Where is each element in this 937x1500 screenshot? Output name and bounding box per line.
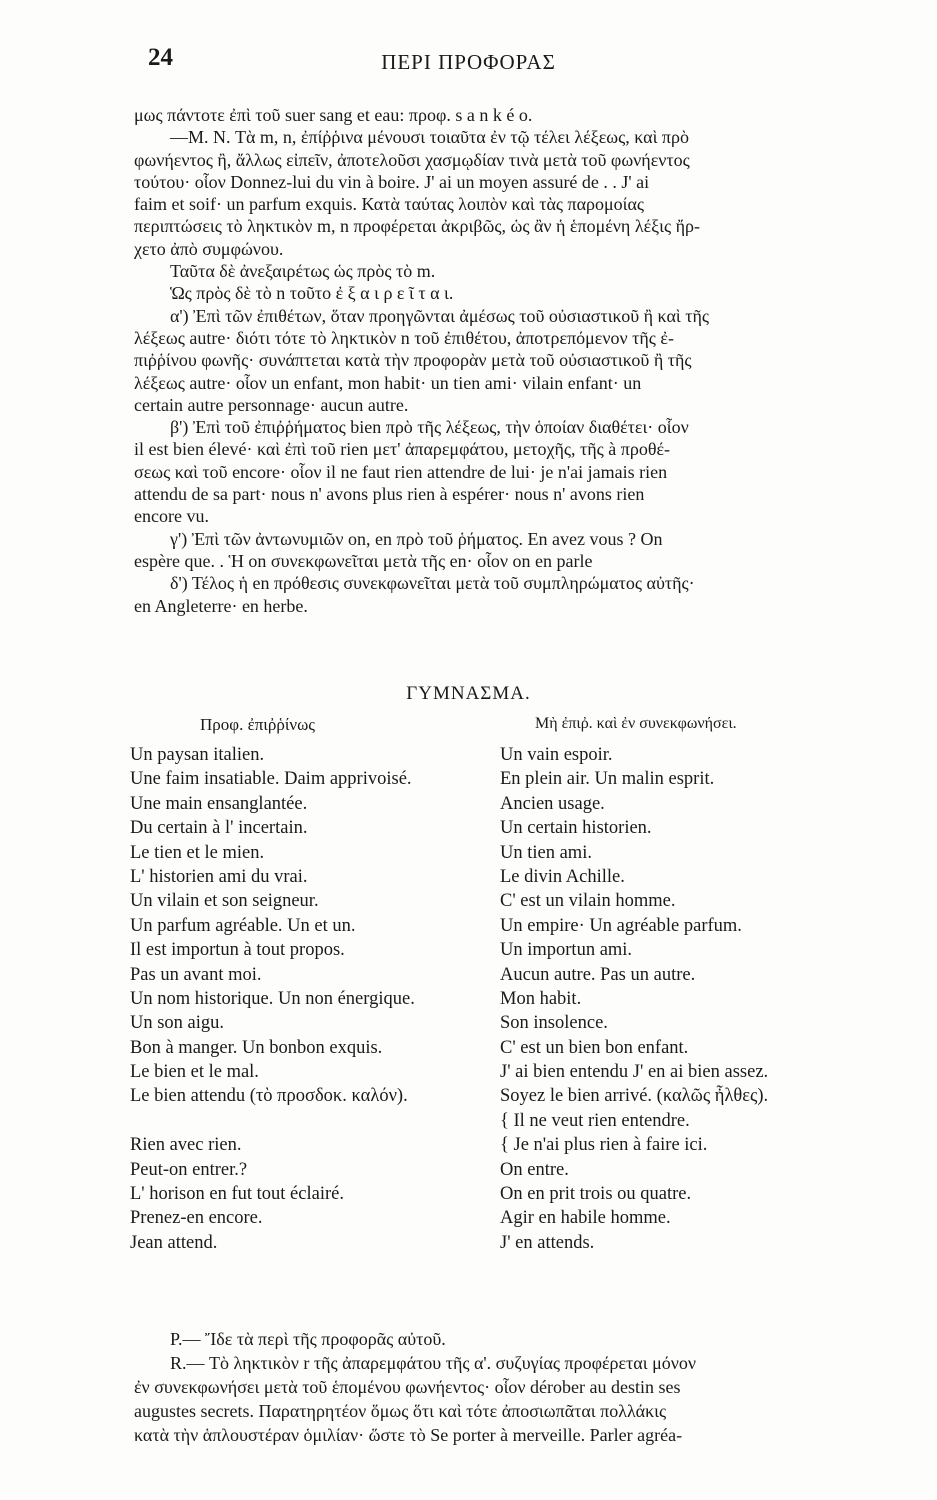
exercise-left-cell: Le tien et le mien. [130,842,265,863]
exercise-row [130,1231,880,1255]
running-title: ΠΕΡΙ ΠΡΟΦΟΡΑΣ [381,50,556,74]
text-line: λέξεως autre· διότι τότε τὸ ληκτικὸν n τοῦ ἐπιθέτου, ἀποτρεπόμενον τῆς ἐ- [134,327,674,348]
exercise-row [130,889,880,913]
text-line: ἐν συνεκφωνήσει μετὰ τοῦ ἑπομένου φωνήεντος· οἷον dérober au destin ses [134,1377,681,1397]
exercise-row [130,865,880,889]
exercise-right-cell: Soyez le bien arrivé. (καλῶς ἦλθες). [500,1086,769,1107]
exercise-row [130,1011,880,1035]
exercise-row [130,1084,880,1108]
exercise-right-cell: Son insolence. [500,1013,608,1034]
exercise-left-cell: Le bien attendu (τὸ προσδοκ. καλόν). [130,1086,408,1107]
exercise-left-cell: L' horison en fut tout éclairé. [130,1184,344,1205]
exercise-right-cell: Agir en habile homme. [500,1208,671,1229]
exercise-right-cell: J' ai bien entendu J' en ai bien assez. [500,1062,769,1083]
exercise-right-cell: { Je n'ai plus rien à faire ici. [500,1135,708,1156]
exercise-heading: ΓΥΜΝΑΣΜΑ. [406,683,531,704]
exercise-left-cell: Une faim insatiable. Daim apprivoisé. [130,769,412,790]
exercise-right-cell: Ancien usage. [500,793,605,814]
text-line: Ταῦτα δὲ ἀνεξαιρέτως ὡς πρὸς τὸ m. [170,261,436,282]
text-line: Ρ.— Ἴδε τὰ περὶ τῆς προφορᾶς αὐτοῦ. [170,1329,446,1349]
text-line: δ') Τέλος ἡ en πρόθεσις συνεκφωνεῖται μετὰ τοῦ συμπληρώματος αὐτῆς· [170,573,695,594]
exercise-row [130,987,880,1011]
exercise-right-cell: Un tien ami. [500,842,592,863]
exercise-table [130,743,880,1255]
exercise-row [130,1060,880,1084]
text-line: κατὰ τὴν ἁπλουστέραν ὁμιλίαν· ὥστε τὸ Se porter à merveille. Parler agréa- [134,1425,683,1445]
text-line: α') Ἐπὶ τῶν ἐπιθέτων, ὅταν προηγῶνται ἀμέσως τοῦ οὐσιαστικοῦ ἢ καὶ τῆς [170,305,709,326]
exercise-right-cell: Le divin Achille. [500,866,625,887]
page-number: 24 [148,44,173,71]
exercise-left-cell: Un paysan italien. [130,745,265,765]
text-line: πιῤῥίνου φωνῆς· συνάπτεται κατὰ τὴν προφορὰν μετὰ τοῦ οὐσιαστικοῦ ἢ τῆς [134,350,692,371]
text-line: γ') Ἐπὶ τῶν ἀντωνυμιῶν on, en πρὸ τοῦ ῥήματος. En avez vous ? On [170,528,663,549]
exercise-row [130,1206,880,1230]
text-line: attendu de sa part· nous n' avons plus rien à espérer· nous n' avons rien [134,484,645,505]
exercise-row [130,816,880,840]
text-line: faim et soif· un parfum exquis. Κατὰ ταύτας λοιπὸν καὶ τὰς παρομοίας [134,194,645,215]
text-line: φωνήεντος ἢ, ἄλλως εἰπεῖν, ἀποτελοῦσι χασμῳδίαν τινὰ μετὰ τοῦ φωνήεντος [134,149,690,170]
exercise-row [130,841,880,865]
exercise-right-cell: Mon habit. [500,988,582,1009]
exercise-right-cell: C' est un vilain homme. [500,891,676,912]
page-header [0,44,937,84]
footer-text [134,1327,879,1447]
text-line: il est bien élevé· καὶ ἐπὶ τοῦ rien μετ' ἀπαρεμφάτου, μετοχῆς, τῆς à προθέ- [134,439,671,460]
text-line: περιπτώσεις τὸ ληκτικὸν m, n προφέρεται ἀκριβῶς, ὡς ἂν ἡ ἑπομένη λέξις ἤρ- [134,216,701,237]
exercise-row [130,792,880,816]
text-line: λέξεως autre· οἷον un enfant, mon habit· un tien ami· vilain enfant· un [134,372,642,393]
exercise-row [130,1133,880,1157]
exercise-right-cell: On en prit trois ou quatre. [500,1184,692,1205]
text-line: R.— Τὸ ληκτικὸν r τῆς ἀπαρεμφάτου τῆς α'. συζυγίας προφέρεται μόνον [170,1353,696,1373]
exercise-row [130,767,880,791]
text-line: espère que. . Ἡ on συνεκφωνεῖται μετὰ τῆς en· οἷον on en parle [134,550,593,571]
exercise-left-cell [130,1109,500,1133]
exercise-left-cell: Il est importun à tout propos. [130,940,345,961]
exercise-left-cell: Bon à manger. Un bonbon exquis. [130,1037,383,1058]
exercise-row [130,1036,880,1060]
text-line: certain autre personnage· aucun autre. [134,394,409,415]
exercise-left-cell: Jean attend. [130,1232,218,1253]
exercise-left-cell: Pas un avant moi. [130,964,262,985]
exercise-right-cell: C' est un bien bon enfant. [500,1037,689,1058]
exercise-left-column-header: Προφ. ἐπιῤῥίνως [200,715,316,734]
exercise-right-cell: J' en attends. [500,1232,595,1253]
exercise-right-cell: Un importun ami. [500,940,633,961]
body-text [134,104,879,617]
text-line: σεως καὶ τοῦ encore· οἷον il ne faut rien attendre de lui· je n'ai jamais rien [134,461,668,482]
exercise-left-cell: L' historien ami du vrai. [130,866,308,887]
text-line: τούτου· οἷον Donnez-lui du vin à boire. J' ai un moyen assuré de . . J' ai [134,171,650,192]
exercise-right-cell: Un empire· Un agréable parfum. [500,915,742,936]
exercise-right-cell: Un certain historien. [500,818,652,839]
exercise-row [130,1158,880,1182]
exercise-row [130,914,880,938]
exercise-left-cell: Le bien et le mal. [130,1062,259,1083]
exercise-right-cell: En plein air. Un malin esprit. [500,769,715,790]
exercise-row [130,963,880,987]
exercise-row [130,1182,880,1206]
exercise-left-cell: Un nom historique. Un non énergique. [130,988,415,1009]
text-line: en Angleterre· en herbe. [134,595,308,616]
text-line: Ὡς πρὸς δὲ τὸ n τοῦτο ἐ ξ α ι ρ ε ῖ τ α ι. [170,283,454,304]
exercise-row [130,938,880,962]
exercise-left-cell: Un parfum agréable. Un et un. [130,915,356,936]
text-line: augustes secrets. Παρατηρητέον ὅμως ὅτι καὶ τότε ἀποσιωπᾶται πολλάκις [134,1401,667,1421]
text-line: χετο ἀπὸ συμφώνου. [134,238,284,259]
exercise-row [130,743,880,767]
exercise-left-cell: Du certain à l' incertain. [130,818,308,839]
exercise-left-cell: Rien avec rien. [130,1135,242,1156]
exercise-right-column-header: Μὴ ἐπιῤ. καὶ ἐν συνεκφωνήσει. [535,715,737,732]
text-line: μως πάντοτε ἐπὶ τοῦ suer sang et eau: προφ. s a n k é o. [134,105,533,125]
exercise-right-cell: Aucun autre. Pas un autre. [500,964,696,985]
exercise-right-cell: Un vain espoir. [500,745,613,765]
exercise-right-cell: { Il ne veut rien entendre. [500,1110,690,1131]
text-line: β') Ἐπὶ τοῦ ἐπιῤῥήματος bien πρὸ τῆς λέξεως, τὴν ὁποίαν διαθέτει· οἷον [170,417,689,438]
exercise-left-cell: Prenez-en encore. [130,1208,263,1229]
exercise-left-cell: Une main ensanglantée. [130,793,308,814]
exercise-row [130,1109,880,1133]
exercise-left-cell: Un son aigu. [130,1013,225,1034]
exercise-left-cell: Peut-on entrer.? [130,1159,248,1180]
exercise-left-cell: Un vilain et son seigneur. [130,891,319,912]
text-line: —M. N. Τὰ m, n, ἐπίῤῥινα μένουσι τοιαῦτα ἐν τῷ τέλει λέξεως, καὶ πρὸ [170,127,689,148]
text-line: encore vu. [134,506,209,527]
exercise-right-cell: On entre. [500,1159,569,1180]
